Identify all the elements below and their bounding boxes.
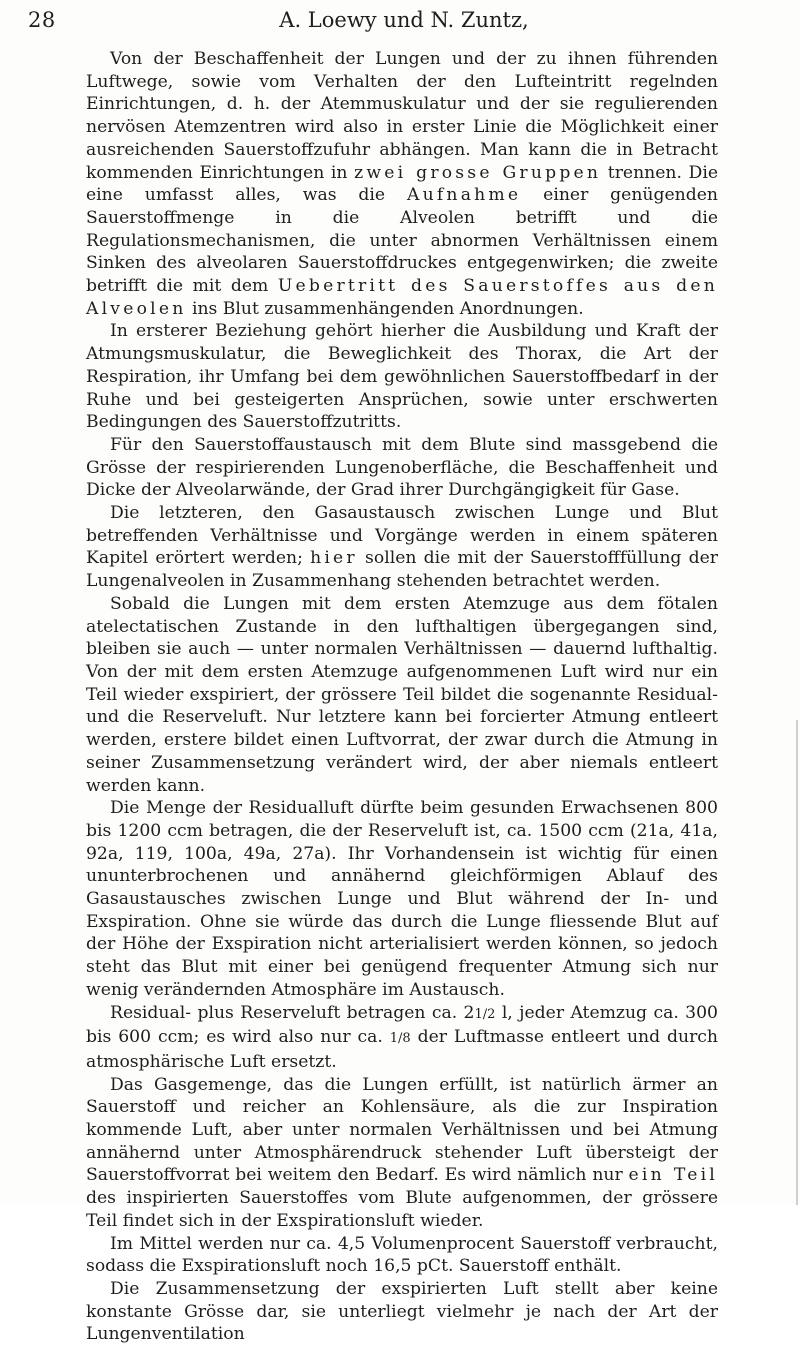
- spaced-emphasis: ein Teil: [628, 1165, 718, 1186]
- paragraph-8: Das Gasgemenge, das die Lungen erfüllt, ist natürlich ärmer an Sauerstoff und reicher an Kohlensäure, als die zur Inspiration kommende Luft, aber unter normalen Verhältnissen und bei Atmung annähernd unter Atmosphärendruck stehender Luft übersteigt der Sauerstoffvorrat bei weitem den Bedarf. Es wird nämlich nur ein Teil des inspirierten Sauerstoffes vom Blute aufgenommen, der grössere Teil findet sich in der Exspirationsluft wieder.: [86, 1074, 718, 1231]
- paragraph-1: Von der Beschaffenheit der Lungen und der zu ihnen führenden Luftwege, sowie vom Verhalten der den Lufteintritt regelnden Einrichtungen, d. h. der Atemmuskulatur und der sie regulierenden nervösen Atemzentren wird also in erster Linie die Möglichkeit einer ausreichenden Sauerstoffzufuhr abhängen. Man kann die in Betracht kommenden Einrichtungen in zwei grosse Gruppen trennen. Die eine umfasst alles, was die Aufnahme einer genügenden Sauerstoffmenge in die Alveolen betrifft und die Regulationsmechanismen, die unter abnormen Verhältnissen einem Sinken des alveolaren Sauerstoffdruckes entgegenwirken; die zweite betrifft die mit dem Uebertritt des Sauerstoffes aus den Alveolen ins Blut zusammenhängenden Anordnungen.: [86, 49, 718, 319]
- spaced-emphasis: Aufnahme: [406, 185, 522, 206]
- body-text: [86, 48, 718, 1346]
- page-edge-shadow: [796, 720, 798, 1205]
- paragraph-6: Die Menge der Residualluft dürfte beim gesunden Erwachsenen 800 bis 1200 ccm betragen, die der Reserveluft ist, ca. 1500 ccm (21a, 41a, 92a, 119, 100a, 49a, 27a). Ihr Vorhandensein ist wichtig für einen ununterbrochenen und annähernd gleichförmigen Ablauf des Gasaustausches zwischen Lunge und Blut während der In- und Exspiration. Ohne sie würde das durch die Lunge fliessende Blut auf der Höhe der Exspiration nicht arterialisiert werden können, so jedoch steht das Blut mit einer bei genügend frequenter Atmung sich nur wenig verändernden Atmosphäre im Austausch.: [86, 798, 718, 1000]
- paragraph-7: Residual- plus Reserveluft betragen ca. 21/2 l, jeder Atemzug ca. 300 bis 600 ccm; es wird also nur ca. 1/8 der Luftmasse entleert und durch atmosphärische Luft ersetzt.: [86, 1002, 718, 1072]
- page-number: 28: [28, 8, 56, 32]
- paragraph-2: In ersterer Beziehung gehört hierher die Ausbildung und Kraft der Atmungsmuskulatur, die Beweglichkeit des Thorax, die Art der Respiration, ihr Umfang bei dem gewöhnlichen Sauerstoffbedarf in der Ruhe und bei gesteigerten Ansprüchen, sowie unter erschwerten Bedingungen des Sauerstoffzutritts.: [86, 321, 718, 433]
- spaced-emphasis: hier: [310, 548, 358, 569]
- paragraph-10: Die Zusammensetzung der exspirierten Luft stellt aber keine konstante Grösse dar, sie unterliegt vielmehr je nach der Art der Lungenventilation: [86, 1278, 718, 1345]
- fraction: 1/8: [389, 1031, 411, 1047]
- paragraph-5: Sobald die Lungen mit dem ersten Atemzuge aus dem fötalen atelectatischen Zustande in den lufthaltigen übergegangen sind, bleiben sie auch — unter normalen Verhältnissen — dauernd lufthaltig. Von der mit dem ersten Atemzuge aufgenommenen Luft wird nur ein Teil wieder exspiriert, der grössere Teil bildet die sogenannte Residual- und die Reserveluft. Nur letztere kann bei forcierter Atmung entleert werden, erstere bildet einen Luftvorrat, der zwar durch die Atmung in seiner Zusammensetzung verändert wird, der aber niemals entleert werden kann.: [86, 593, 718, 796]
- spaced-emphasis: Uebertritt des Sauerstoffes aus den Alveolen: [86, 276, 718, 319]
- paragraph-3: Für den Sauerstoffaustausch mit dem Blute sind massgebend die Grösse der respirierenden Lungenoberfläche, die Beschaffenheit und Dicke der Alveolarwände, der Grad ihrer Durchgängigkeit für Gase.: [86, 434, 718, 501]
- spaced-emphasis: zwei grosse Gruppen: [354, 162, 602, 183]
- page-header: [28, 6, 760, 36]
- running-head: A. Loewy und N. Zuntz,: [279, 8, 529, 32]
- paragraph-9: Im Mittel werden nur ca. 4,5 Volumenprocent Sauerstoff verbraucht, sodass die Exspirationsluft noch 16,5 pCt. Sauerstoff enthält.: [86, 1233, 718, 1277]
- paragraph-4: Die letzteren, den Gasaustausch zwischen Lunge und Blut betreffenden Verhältnisse und Vorgänge werden in einem späteren Kapitel erörtert werden; hier sollen die mit der Sauerstofffüllung der Lungenalveolen in Zusammenhang stehenden betrachtet werden.: [86, 503, 718, 592]
- fraction: 1/2: [474, 1006, 496, 1022]
